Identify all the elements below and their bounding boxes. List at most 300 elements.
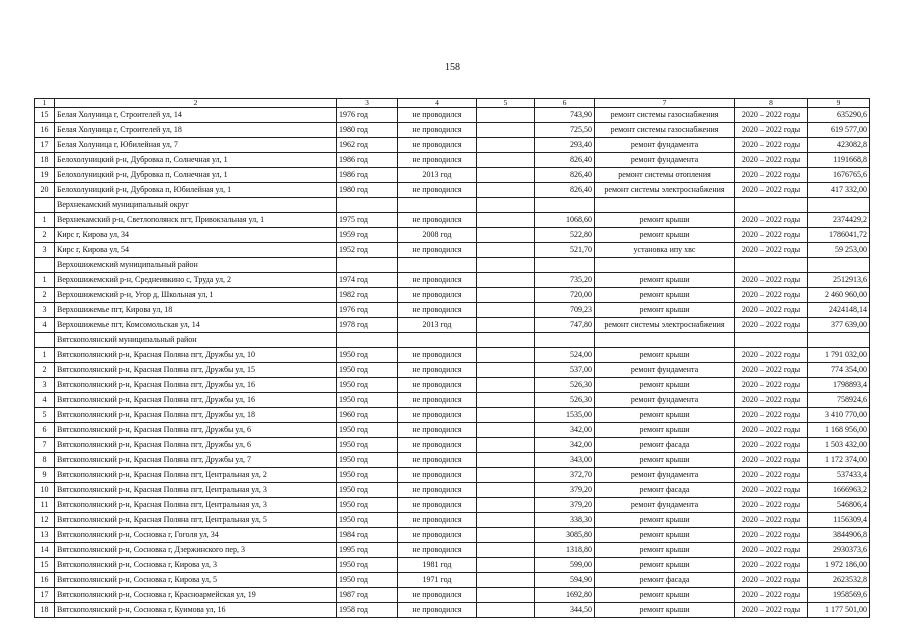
address-cell: Верхнекамский р-н, Светлополянск пгт, Привокзальная ул, 1 (55, 213, 337, 228)
cost-cell: 1666963,2 (808, 483, 870, 498)
column-5-cell (477, 558, 535, 573)
work-type-cell: ремонт крыши (595, 348, 735, 363)
area-cell: 344,50 (535, 603, 595, 618)
last-repair-year-cell: не проводился (398, 138, 477, 153)
work-type-cell: ремонт крыши (595, 513, 735, 528)
build-year-cell: 1980 год (337, 123, 398, 138)
work-type-cell: ремонт фасада (595, 438, 735, 453)
page-number: 158 (445, 62, 460, 73)
section-empty-cell (535, 333, 595, 348)
area-cell: 342,00 (535, 438, 595, 453)
area-cell: 524,00 (535, 348, 595, 363)
period-cell: 2020 – 2022 годы (735, 183, 808, 198)
table-row (35, 168, 870, 183)
last-repair-year-cell: 2008 год (398, 228, 477, 243)
period-cell: 2020 – 2022 годы (735, 318, 808, 333)
work-type-cell: ремонт крыши (595, 453, 735, 468)
section-row (35, 198, 870, 213)
column-5-cell (477, 498, 535, 513)
period-cell: 2020 – 2022 годы (735, 453, 808, 468)
work-type-cell: ремонт крыши (595, 213, 735, 228)
period-cell: 2020 – 2022 годы (735, 483, 808, 498)
address-cell: Кирс г, Кирова ул, 54 (55, 243, 337, 258)
last-repair-year-cell: не проводился (398, 438, 477, 453)
cost-cell: 423082,8 (808, 138, 870, 153)
area-cell: 725,50 (535, 123, 595, 138)
work-type-cell: ремонт системы электроснабжения (595, 318, 735, 333)
build-year-cell: 1950 год (337, 453, 398, 468)
area-cell: 594,90 (535, 573, 595, 588)
last-repair-year-cell: не проводился (398, 453, 477, 468)
work-type-cell: ремонт крыши (595, 228, 735, 243)
table-row (35, 183, 870, 198)
period-cell: 2020 – 2022 годы (735, 363, 808, 378)
address-cell: Кирс г, Кирова ул, 34 (55, 228, 337, 243)
section-empty-cell (735, 333, 808, 348)
row-number-cell: 18 (35, 153, 55, 168)
address-cell: Вятскополянский р-н, Сосновка г, Гоголя ул, 34 (55, 528, 337, 543)
address-cell: Вятскополянский р-н, Красная Поляна пгт, Дружбы ул, 7 (55, 453, 337, 468)
area-cell: 521,70 (535, 243, 595, 258)
column-number-row (35, 99, 870, 108)
last-repair-year-cell: 1971 год (398, 573, 477, 588)
row-number-cell: 11 (35, 498, 55, 513)
area-cell: 3085,80 (535, 528, 595, 543)
row-number-cell: 5 (35, 408, 55, 423)
last-repair-year-cell: 2013 год (398, 168, 477, 183)
work-type-cell: ремонт фундамента (595, 363, 735, 378)
table-row (35, 348, 870, 363)
cost-cell: 3844906,8 (808, 528, 870, 543)
area-cell: 522,80 (535, 228, 595, 243)
area-cell: 372,70 (535, 468, 595, 483)
work-type-cell: ремонт крыши (595, 603, 735, 618)
address-cell: Вятскополянский р-н, Сосновка г, Дзержинского пер, 3 (55, 543, 337, 558)
row-number-cell: 4 (35, 393, 55, 408)
table-row (35, 108, 870, 123)
column-5-cell (477, 273, 535, 288)
work-type-cell: ремонт крыши (595, 288, 735, 303)
period-cell: 2020 – 2022 годы (735, 153, 808, 168)
period-cell: 2020 – 2022 годы (735, 588, 808, 603)
column-5-cell (477, 138, 535, 153)
table-row (35, 303, 870, 318)
address-cell: Вятскополянский р-н, Красная Поляна пгт, Центральная ул, 5 (55, 513, 337, 528)
area-cell: 735,20 (535, 273, 595, 288)
cost-cell: 537433,4 (808, 468, 870, 483)
section-empty-cell (398, 198, 477, 213)
address-cell: Вятскополянский р-н, Сосновка г, Кирова ул, 5 (55, 573, 337, 588)
row-number-cell: 2 (35, 363, 55, 378)
period-cell: 2020 – 2022 годы (735, 528, 808, 543)
build-year-cell: 1950 год (337, 468, 398, 483)
work-type-cell: ремонт системы электроснабжения (595, 183, 735, 198)
column-5-cell (477, 543, 535, 558)
period-cell: 2020 – 2022 годы (735, 468, 808, 483)
column-5-cell (477, 513, 535, 528)
build-year-cell: 1978 год (337, 318, 398, 333)
work-type-cell: ремонт системы газоснабжения (595, 123, 735, 138)
build-year-cell: 1976 год (337, 303, 398, 318)
last-repair-year-cell: не проводился (398, 123, 477, 138)
work-type-cell: ремонт крыши (595, 528, 735, 543)
work-type-cell: ремонт фундамента (595, 498, 735, 513)
section-empty-cell (477, 198, 535, 213)
cost-cell: 758924,6 (808, 393, 870, 408)
cost-cell: 2374429,2 (808, 213, 870, 228)
address-cell: Белохолуницкий р-н, Дубровка п, Юбилейная ул, 1 (55, 183, 337, 198)
table-row (35, 528, 870, 543)
cost-cell: 417 332,00 (808, 183, 870, 198)
area-cell: 537,00 (535, 363, 595, 378)
address-cell: Вятскополянский р-н, Красная Поляна пгт, Центральная ул, 3 (55, 483, 337, 498)
column-5-cell (477, 453, 535, 468)
column-5-cell (477, 468, 535, 483)
row-number-cell: 16 (35, 123, 55, 138)
column-5-cell (477, 603, 535, 618)
column-number-2: 2 (55, 99, 337, 108)
period-cell: 2020 – 2022 годы (735, 273, 808, 288)
column-number-8: 8 (735, 99, 808, 108)
column-5-cell (477, 213, 535, 228)
cost-cell: 1 503 432,00 (808, 438, 870, 453)
cost-cell: 1676765,6 (808, 168, 870, 183)
area-cell: 599,00 (535, 558, 595, 573)
row-number-cell: 6 (35, 423, 55, 438)
period-cell: 2020 – 2022 годы (735, 138, 808, 153)
cost-cell: 1191668,8 (808, 153, 870, 168)
cost-cell: 2424148,14 (808, 303, 870, 318)
last-repair-year-cell: не проводился (398, 303, 477, 318)
column-number-5: 5 (477, 99, 535, 108)
area-cell: 338,30 (535, 513, 595, 528)
address-cell: Верхошижемье пгт, Кирова ул, 18 (55, 303, 337, 318)
period-cell: 2020 – 2022 годы (735, 543, 808, 558)
work-type-cell: установка ипу хвс (595, 243, 735, 258)
build-year-cell: 1950 год (337, 363, 398, 378)
last-repair-year-cell: не проводился (398, 378, 477, 393)
work-type-cell: ремонт фундамента (595, 138, 735, 153)
work-type-cell: ремонт крыши (595, 543, 735, 558)
period-cell: 2020 – 2022 годы (735, 393, 808, 408)
column-5-cell (477, 183, 535, 198)
work-type-cell: ремонт фасада (595, 573, 735, 588)
cost-cell: 1 168 956,00 (808, 423, 870, 438)
table-row (35, 453, 870, 468)
period-cell: 2020 – 2022 годы (735, 288, 808, 303)
row-number-cell: 16 (35, 573, 55, 588)
address-cell: Верхошижемский р-н, Угор д, Школьная ул, 1 (55, 288, 337, 303)
address-cell: Вятскополянский р-н, Красная Поляна пгт, Центральная ул, 2 (55, 468, 337, 483)
row-number-cell: 3 (35, 378, 55, 393)
build-year-cell: 1986 год (337, 168, 398, 183)
section-empty-cell (808, 258, 870, 273)
build-year-cell: 1958 год (337, 603, 398, 618)
work-type-cell: ремонт крыши (595, 273, 735, 288)
column-5-cell (477, 438, 535, 453)
column-5-cell (477, 153, 535, 168)
last-repair-year-cell: не проводился (398, 543, 477, 558)
table-row (35, 138, 870, 153)
cost-cell: 377 639,00 (808, 318, 870, 333)
housing-repair-table (34, 98, 870, 618)
section-empty-cell (595, 198, 735, 213)
column-5-cell (477, 408, 535, 423)
table-row (35, 438, 870, 453)
table-row (35, 498, 870, 513)
table-row (35, 273, 870, 288)
address-cell: Белая Холуница г, Юбилейная ул, 7 (55, 138, 337, 153)
build-year-cell: 1950 год (337, 558, 398, 573)
section-row (35, 333, 870, 348)
build-year-cell: 1950 год (337, 573, 398, 588)
last-repair-year-cell: не проводился (398, 408, 477, 423)
table-row (35, 603, 870, 618)
work-type-cell: ремонт системы газоснабжения (595, 108, 735, 123)
work-type-cell: ремонт крыши (595, 558, 735, 573)
column-5-cell (477, 243, 535, 258)
table-row (35, 318, 870, 333)
section-number-cell (35, 333, 55, 348)
row-number-cell: 15 (35, 558, 55, 573)
cost-cell: 774 354,00 (808, 363, 870, 378)
last-repair-year-cell: не проводился (398, 603, 477, 618)
address-cell: Вятскополянский р-н, Красная Поляна пгт, Дружбы ул, 18 (55, 408, 337, 423)
period-cell: 2020 – 2022 годы (735, 108, 808, 123)
section-title: Верхошижемский муниципальный район (55, 258, 337, 273)
area-cell: 342,00 (535, 423, 595, 438)
section-empty-cell (735, 198, 808, 213)
section-empty-cell (337, 258, 398, 273)
work-type-cell: ремонт системы отопления (595, 168, 735, 183)
table-row (35, 558, 870, 573)
table-row (35, 423, 870, 438)
address-cell: Вятскополянский р-н, Красная Поляна пгт, Дружбы ул, 6 (55, 423, 337, 438)
period-cell: 2020 – 2022 годы (735, 243, 808, 258)
build-year-cell: 1960 год (337, 408, 398, 423)
column-5-cell (477, 318, 535, 333)
column-5-cell (477, 588, 535, 603)
build-year-cell: 1987 год (337, 588, 398, 603)
row-number-cell: 3 (35, 303, 55, 318)
cost-cell: 1 972 186,00 (808, 558, 870, 573)
period-cell: 2020 – 2022 годы (735, 348, 808, 363)
work-type-cell: ремонт крыши (595, 378, 735, 393)
address-cell: Вятскополянский р-н, Красная Поляна пгт, Дружбы ул, 15 (55, 363, 337, 378)
table-row (35, 123, 870, 138)
section-empty-cell (398, 258, 477, 273)
section-empty-cell (808, 198, 870, 213)
area-cell: 379,20 (535, 483, 595, 498)
build-year-cell: 1986 год (337, 153, 398, 168)
address-cell: Вятскополянский р-н, Красная Поляна пгт, Дружбы ул, 16 (55, 393, 337, 408)
cost-cell: 1 791 032,00 (808, 348, 870, 363)
last-repair-year-cell: 2013 год (398, 318, 477, 333)
last-repair-year-cell: не проводился (398, 273, 477, 288)
row-number-cell: 1 (35, 273, 55, 288)
address-cell: Белохолуницкий р-н, Дубровка п, Солнечная ул, 1 (55, 153, 337, 168)
column-5-cell (477, 168, 535, 183)
cost-cell: 2623532,8 (808, 573, 870, 588)
work-type-cell: ремонт фундамента (595, 393, 735, 408)
address-cell: Вятскополянский р-н, Красная Поляна пгт, Дружбы ул, 10 (55, 348, 337, 363)
table-row (35, 408, 870, 423)
period-cell: 2020 – 2022 годы (735, 438, 808, 453)
row-number-cell: 2 (35, 288, 55, 303)
column-number-6: 6 (535, 99, 595, 108)
build-year-cell: 1950 год (337, 348, 398, 363)
cost-cell: 3 410 770,00 (808, 408, 870, 423)
column-5-cell (477, 423, 535, 438)
build-year-cell: 1952 год (337, 243, 398, 258)
last-repair-year-cell: не проводился (398, 513, 477, 528)
build-year-cell: 1959 год (337, 228, 398, 243)
table-row (35, 243, 870, 258)
period-cell: 2020 – 2022 годы (735, 378, 808, 393)
cost-cell: 619 577,00 (808, 123, 870, 138)
table-row (35, 363, 870, 378)
column-5-cell (477, 228, 535, 243)
area-cell: 826,40 (535, 183, 595, 198)
row-number-cell: 14 (35, 543, 55, 558)
cost-cell: 2 460 960,00 (808, 288, 870, 303)
area-cell: 343,00 (535, 453, 595, 468)
row-number-cell: 17 (35, 588, 55, 603)
build-year-cell: 1950 год (337, 378, 398, 393)
area-cell: 293,40 (535, 138, 595, 153)
address-cell: Вятскополянский р-н, Красная Поляна пгт, Дружбы ул, 6 (55, 438, 337, 453)
table-row (35, 153, 870, 168)
area-cell: 1692,80 (535, 588, 595, 603)
build-year-cell: 1974 год (337, 273, 398, 288)
address-cell: Вятскополянский р-н, Сосновка г, Куимова ул, 16 (55, 603, 337, 618)
row-number-cell: 9 (35, 468, 55, 483)
row-number-cell: 1 (35, 213, 55, 228)
area-cell: 747,80 (535, 318, 595, 333)
cost-cell: 2512913,6 (808, 273, 870, 288)
column-5-cell (477, 348, 535, 363)
last-repair-year-cell: не проводился (398, 153, 477, 168)
row-number-cell: 4 (35, 318, 55, 333)
last-repair-year-cell: не проводился (398, 243, 477, 258)
period-cell: 2020 – 2022 годы (735, 513, 808, 528)
section-empty-cell (477, 258, 535, 273)
column-number-1: 1 (35, 99, 55, 108)
address-cell: Белая Холуница г, Строителей ул, 18 (55, 123, 337, 138)
row-number-cell: 20 (35, 183, 55, 198)
address-cell: Белая Холуница г, Строителей ул, 14 (55, 108, 337, 123)
last-repair-year-cell: не проводился (398, 213, 477, 228)
column-5-cell (477, 363, 535, 378)
table-row (35, 288, 870, 303)
column-5-cell (477, 378, 535, 393)
cost-cell: 1798893,4 (808, 378, 870, 393)
column-5-cell (477, 303, 535, 318)
column-5-cell (477, 483, 535, 498)
last-repair-year-cell: не проводился (398, 468, 477, 483)
last-repair-year-cell: не проводился (398, 363, 477, 378)
area-cell: 526,30 (535, 393, 595, 408)
build-year-cell: 1980 год (337, 183, 398, 198)
area-cell: 720,00 (535, 288, 595, 303)
work-type-cell: ремонт крыши (595, 408, 735, 423)
section-title: Верхнекамский муниципальный округ (55, 198, 337, 213)
section-empty-cell (337, 333, 398, 348)
cost-cell: 59 253,00 (808, 243, 870, 258)
period-cell: 2020 – 2022 годы (735, 573, 808, 588)
cost-cell: 2930373,6 (808, 543, 870, 558)
section-empty-cell (535, 198, 595, 213)
row-number-cell: 13 (35, 528, 55, 543)
area-cell: 1318,80 (535, 543, 595, 558)
column-5-cell (477, 108, 535, 123)
cost-cell: 1786041,72 (808, 228, 870, 243)
table-row (35, 468, 870, 483)
table-row (35, 588, 870, 603)
last-repair-year-cell: не проводился (398, 498, 477, 513)
address-cell: Вятскополянский р-н, Красная Поляна пгт, Дружбы ул, 16 (55, 378, 337, 393)
cost-cell: 635290,6 (808, 108, 870, 123)
build-year-cell: 1950 год (337, 423, 398, 438)
build-year-cell: 1950 год (337, 513, 398, 528)
last-repair-year-cell: не проводился (398, 348, 477, 363)
row-number-cell: 3 (35, 243, 55, 258)
section-empty-cell (337, 198, 398, 213)
row-number-cell: 2 (35, 228, 55, 243)
column-number-7: 7 (595, 99, 735, 108)
table-body (35, 108, 870, 618)
period-cell: 2020 – 2022 годы (735, 228, 808, 243)
address-cell: Вятскополянский р-н, Сосновка г, Красноармейская ул, 19 (55, 588, 337, 603)
cost-cell: 1958569,6 (808, 588, 870, 603)
last-repair-year-cell: не проводился (398, 393, 477, 408)
column-5-cell (477, 123, 535, 138)
row-number-cell: 18 (35, 603, 55, 618)
cost-cell: 1156309,4 (808, 513, 870, 528)
period-cell: 2020 – 2022 годы (735, 423, 808, 438)
area-cell: 1535,00 (535, 408, 595, 423)
row-number-cell: 15 (35, 108, 55, 123)
section-empty-cell (398, 333, 477, 348)
table-row (35, 513, 870, 528)
section-title: Вятскополянский муниципальный район (55, 333, 337, 348)
row-number-cell: 1 (35, 348, 55, 363)
table-row (35, 543, 870, 558)
column-5-cell (477, 393, 535, 408)
build-year-cell: 1976 год (337, 108, 398, 123)
last-repair-year-cell: не проводился (398, 183, 477, 198)
row-number-cell: 10 (35, 483, 55, 498)
row-number-cell: 17 (35, 138, 55, 153)
row-number-cell: 8 (35, 453, 55, 468)
table-row (35, 483, 870, 498)
section-number-cell (35, 258, 55, 273)
build-year-cell: 1950 год (337, 483, 398, 498)
cost-cell: 546806,4 (808, 498, 870, 513)
address-cell: Верхошижемье пгт, Комсомольская ул, 14 (55, 318, 337, 333)
area-cell: 379,20 (535, 498, 595, 513)
section-number-cell (35, 198, 55, 213)
row-number-cell: 19 (35, 168, 55, 183)
section-empty-cell (477, 333, 535, 348)
cost-cell: 1 177 501,00 (808, 603, 870, 618)
address-cell: Вятскополянский р-н, Сосновка г, Кирова ул, 3 (55, 558, 337, 573)
section-empty-cell (535, 258, 595, 273)
build-year-cell: 1975 год (337, 213, 398, 228)
area-cell: 743,90 (535, 108, 595, 123)
table-row (35, 393, 870, 408)
period-cell: 2020 – 2022 годы (735, 123, 808, 138)
